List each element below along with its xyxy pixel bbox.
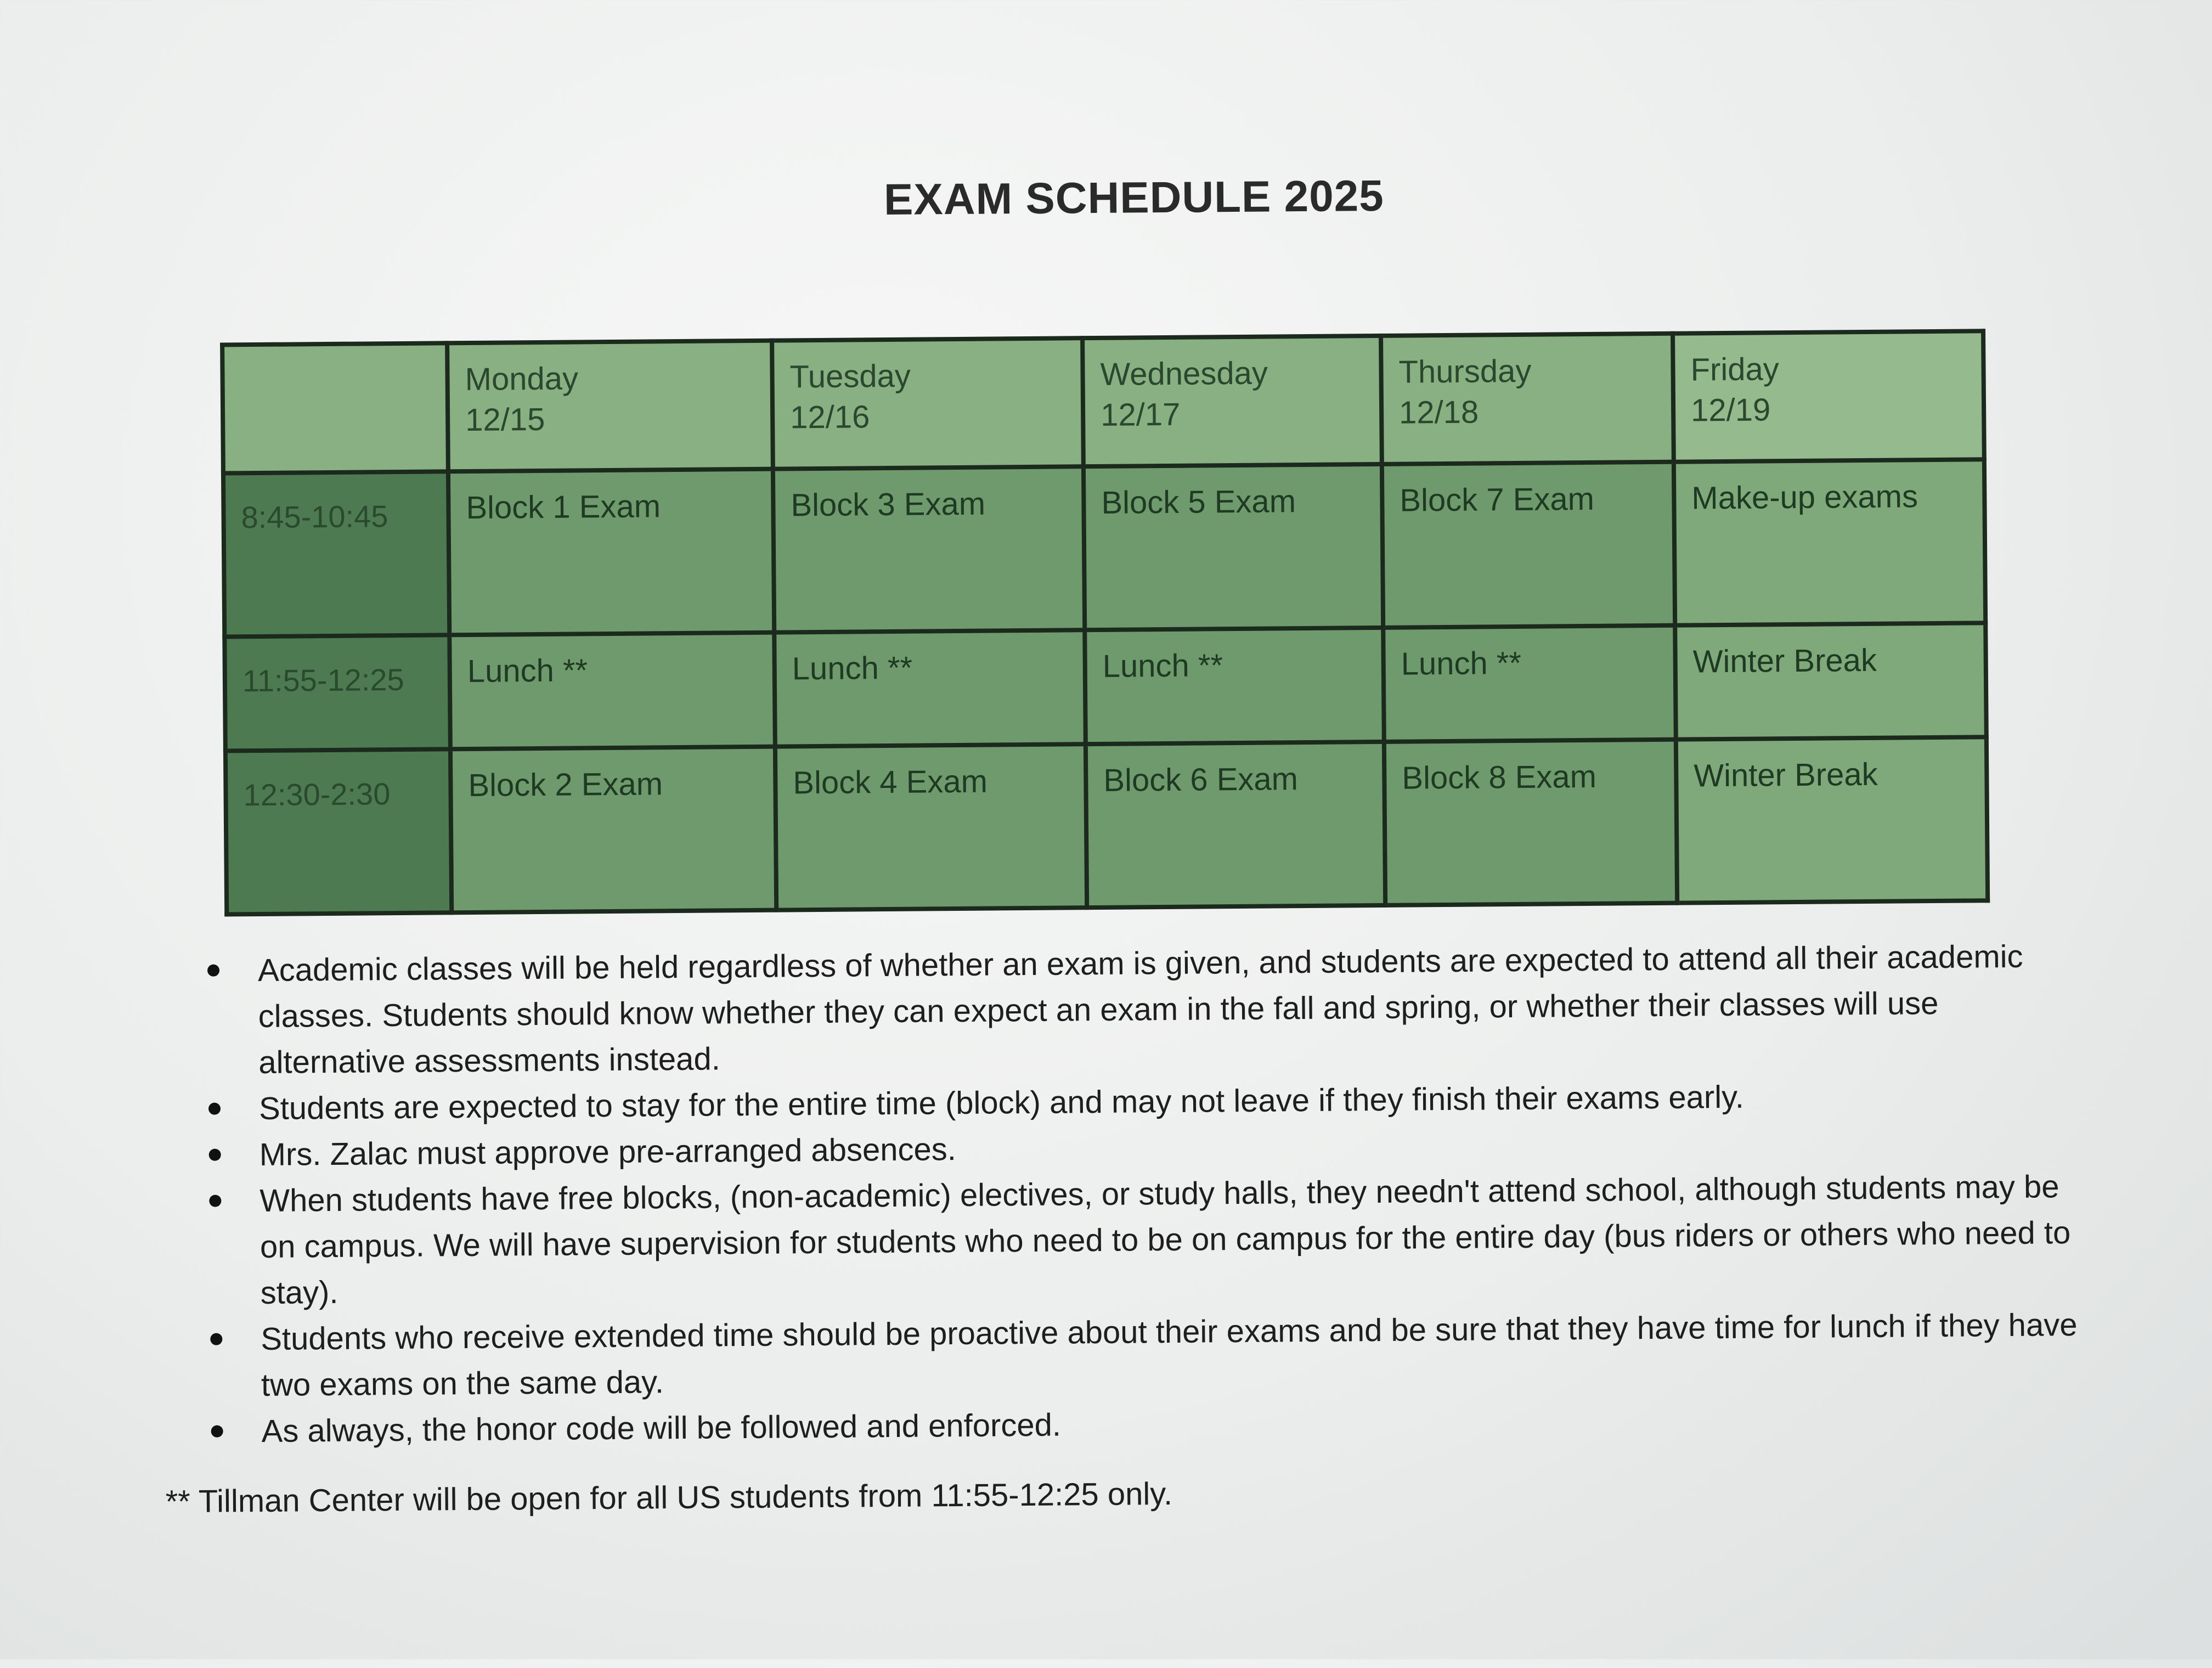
schedule-cell: Winter Break	[1675, 623, 1987, 739]
day-name: Thursday	[1398, 353, 1532, 390]
day-header	[1082, 336, 1382, 466]
day-date: 12/16	[789, 399, 870, 436]
day-header	[447, 341, 773, 472]
day-name: Wednesday	[1100, 355, 1268, 392]
schedule-cell: Lunch **	[1383, 626, 1676, 742]
schedule-cell: Block 6 Exam	[1086, 742, 1385, 908]
note-text: Students are expected to stay for the entire time (block) and may not leave if they finish their exams early.	[258, 1079, 1745, 1127]
table-header-row	[222, 331, 1984, 473]
schedule-cell: Block 7 Exam	[1382, 462, 1675, 628]
list-item	[206, 1302, 2094, 1409]
schedule-cell: Block 5 Exam	[1084, 464, 1383, 630]
day-header	[772, 338, 1084, 469]
bullet-icon	[210, 1333, 222, 1345]
schedule-cell: Block 3 Exam	[773, 466, 1085, 632]
day-date: 12/15	[465, 401, 545, 438]
schedule-cell: Make-up exams	[1674, 459, 1985, 625]
header-corner-cell	[222, 343, 448, 473]
schedule-cell: Lunch **	[449, 633, 775, 750]
list-item	[203, 933, 2091, 1086]
day-date: 12/17	[1100, 396, 1181, 433]
table-row	[224, 623, 1987, 751]
day-header	[1673, 331, 1984, 461]
note-text: As always, the honor code will be followed and enforced.	[261, 1407, 1062, 1449]
day-date: 12/18	[1398, 394, 1479, 431]
table-row	[223, 459, 1985, 636]
schedule-cell: Block 8 Exam	[1384, 740, 1677, 905]
bullet-icon	[207, 965, 219, 977]
page-title: EXAM SCHEDULE 2025	[883, 171, 1384, 224]
list-item	[205, 1164, 2093, 1317]
bullet-icon	[209, 1149, 221, 1161]
note-text: Students who receive extended time should be proactive about their exams and be sure that they have time for lunch if they have two exams on the same day.	[261, 1306, 2078, 1403]
schedule-cell: Lunch **	[774, 630, 1086, 746]
day-name: Monday	[465, 360, 579, 398]
time-slot-cell: 12:30-2:30	[225, 749, 452, 914]
time-slot-cell: 11:55-12:25	[224, 635, 450, 751]
table-row	[225, 737, 1988, 914]
schedule-cell: Lunch **	[1085, 628, 1384, 744]
schedule-cell: Block 4 Exam	[775, 744, 1087, 910]
footnote: ** Tillman Center will be open for all US students from 11:55-12:25 only.	[165, 1475, 1173, 1520]
schedule-cell: Winter Break	[1676, 737, 1988, 903]
notes-list	[203, 933, 2094, 1455]
time-slot-cell: 8:45-10:45	[223, 471, 449, 636]
schedule-cell: Block 2 Exam	[450, 747, 776, 913]
exam-schedule-table	[220, 329, 1990, 916]
note-text: Mrs. Zalac must approve pre-arranged absences.	[259, 1131, 957, 1173]
day-header	[1381, 334, 1674, 464]
day-name: Tuesday	[789, 358, 911, 395]
day-name: Friday	[1690, 351, 1779, 388]
day-date: 12/19	[1690, 392, 1771, 429]
note-text: When students have free blocks, (non-academic) electives, or study halls, they needn't attend school, although students may be on campus. We will have supervision for students who need to be on campus for the entire day (bus riders or others who need to stay).	[259, 1169, 2071, 1311]
bullet-icon	[211, 1425, 223, 1438]
bullet-icon	[209, 1195, 221, 1207]
schedule-cell: Block 1 Exam	[448, 469, 774, 635]
note-text: Academic classes will be held regardless of whether an exam is given, and students are expected to attend all their academic classes. Students should know whether they can expect an exam in the fall and spring, or whether their classes will use alternative assessments instead.	[257, 938, 2023, 1081]
bullet-icon	[208, 1103, 221, 1115]
